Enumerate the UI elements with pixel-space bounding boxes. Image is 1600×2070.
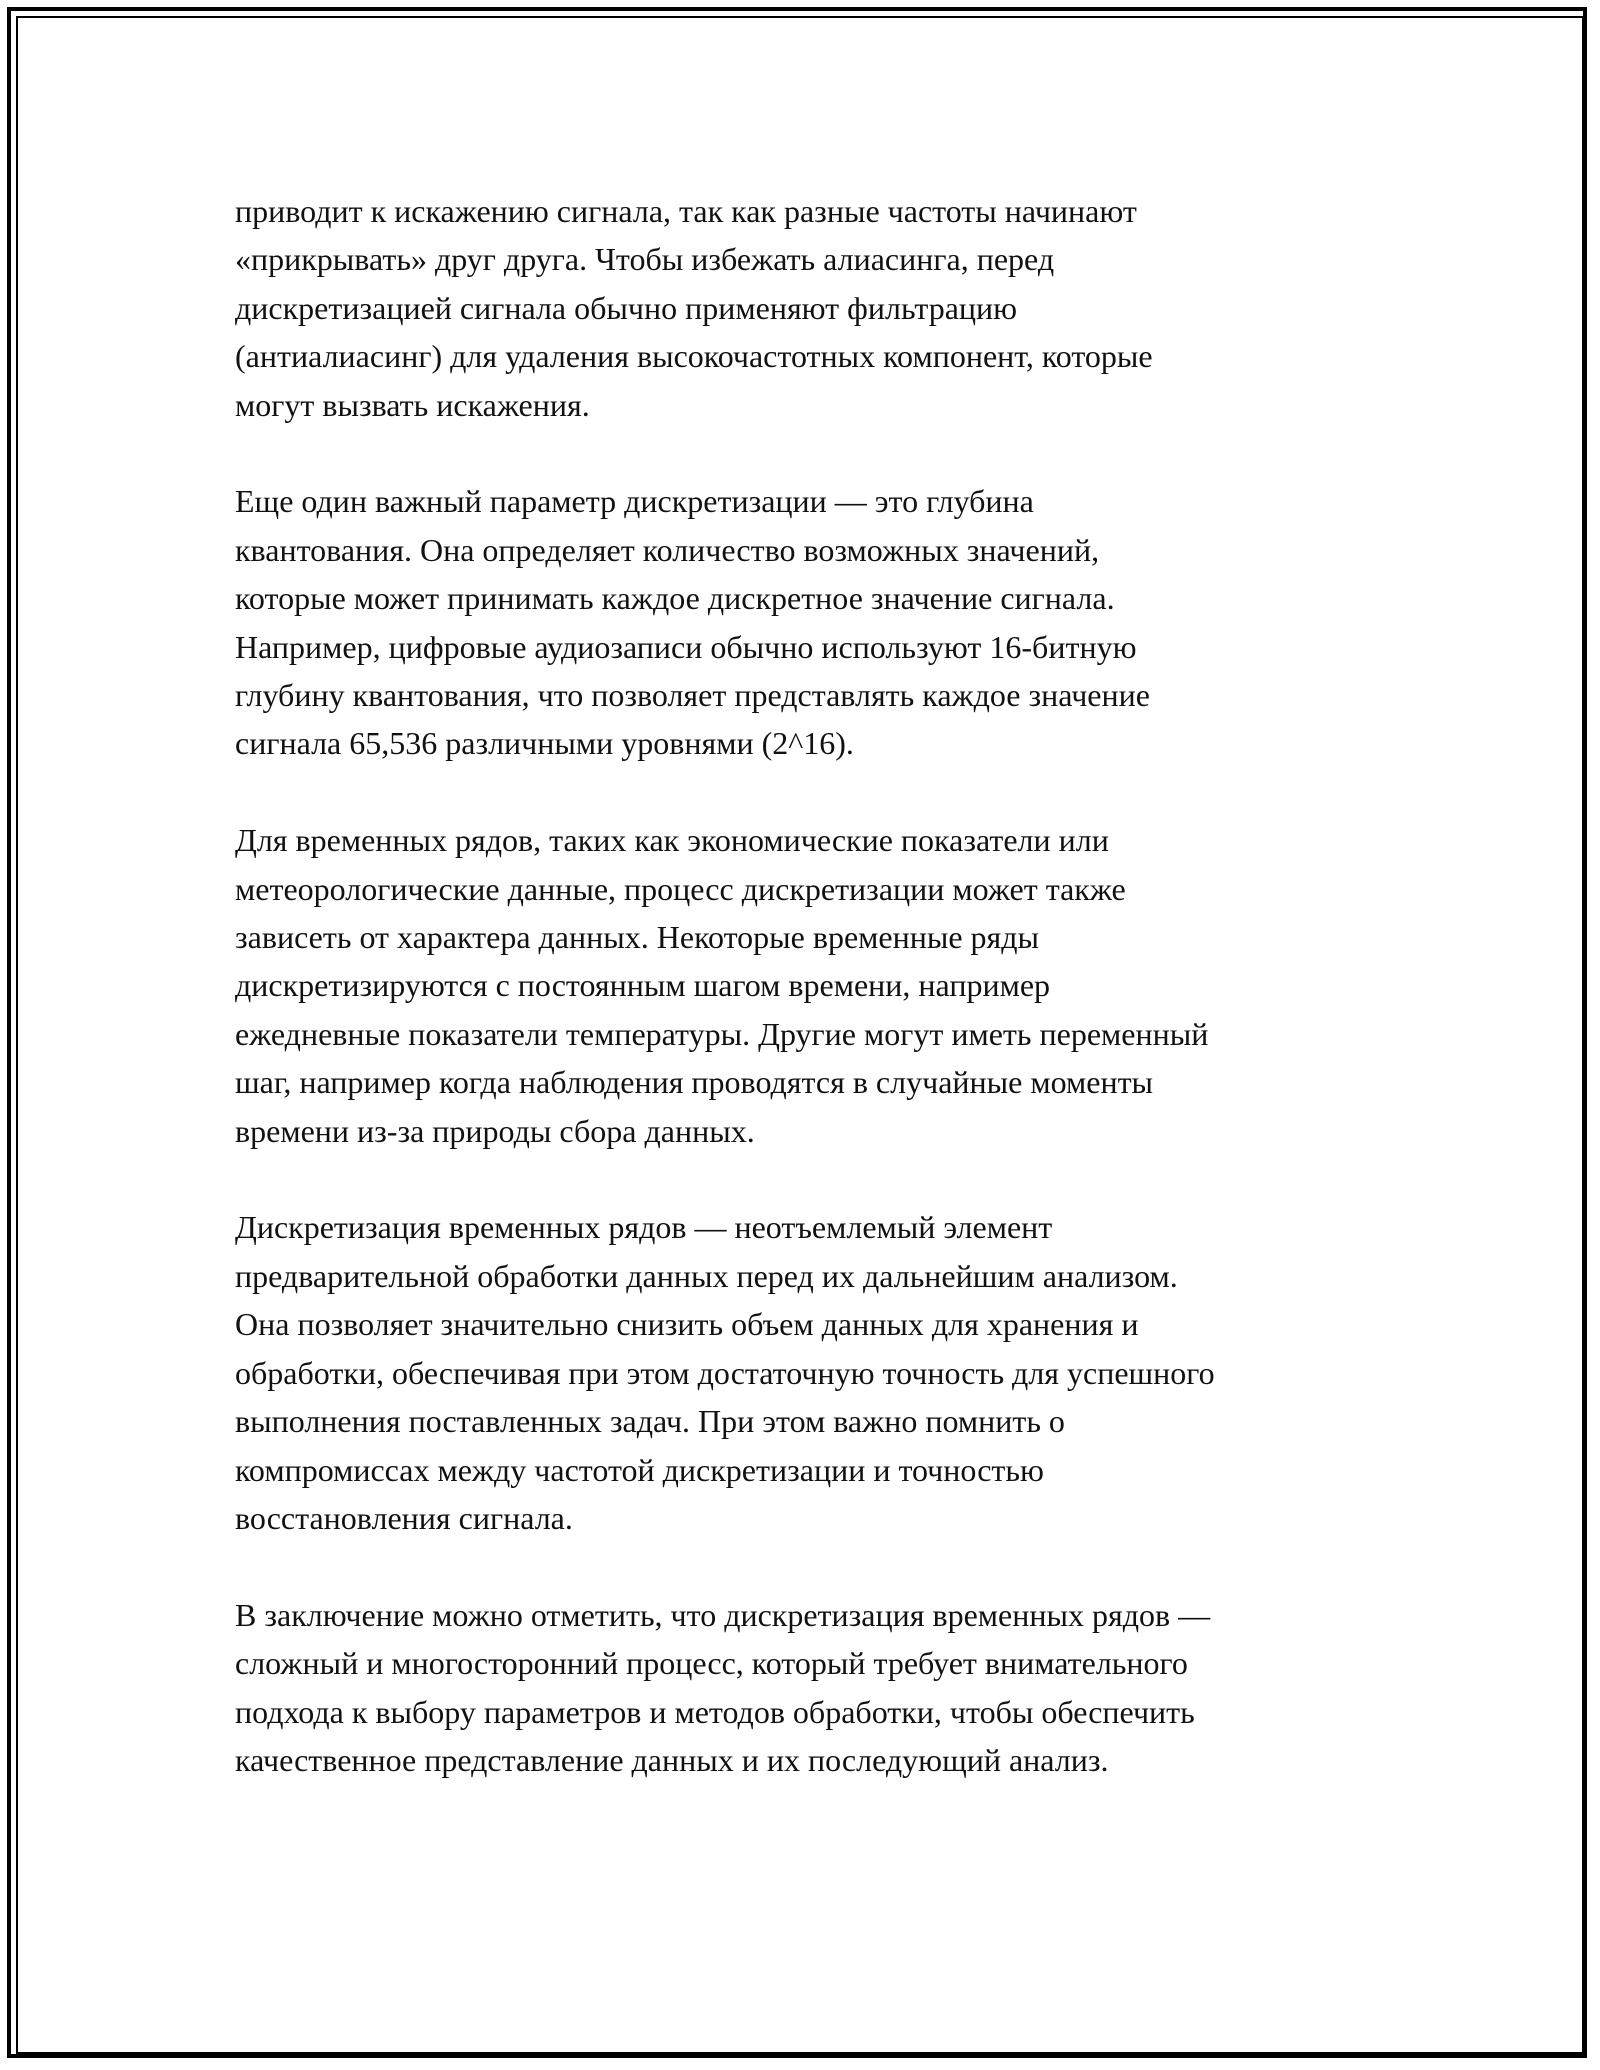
text-line: времени из-за природы сбора данных.	[235, 1112, 755, 1149]
text-line: квантования. Она определяет количество возможных значений,	[235, 531, 1100, 568]
text-line: (антиалиасинг) для удаления высокочастотных компонент, которые	[235, 338, 1153, 375]
text-line: которые может принимать каждое дискретное значение сигнала.	[235, 580, 1115, 617]
text-line: «прикрывать» друг друга. Чтобы избежать алиасинга, перед	[235, 241, 1055, 278]
paragraph-3	[235, 816, 1385, 1155]
text-line: предварительной обработки данных перед их дальнейшим анализом.	[235, 1257, 1178, 1294]
text-line: Еще один важный параметр дискретизации — это глубина	[235, 483, 1034, 520]
text-line: глубину квантования, что позволяет представлять каждое значение	[235, 677, 1150, 714]
paragraph-5	[235, 1591, 1385, 1785]
document-body	[235, 187, 1385, 1833]
text-line: качественное представление данных и их последующий анализ.	[235, 1741, 1109, 1778]
text-line: ежедневные показатели температуры. Другие могут иметь переменный	[235, 1015, 1209, 1052]
text-line: обработки, обеспечивая при этом достаточную точность для успешного	[235, 1354, 1215, 1391]
text-line: зависеть от характера данных. Некоторые временные ряды	[235, 919, 1040, 956]
text-line: метеорологические данные, процесс дискретизации может также	[235, 870, 1126, 907]
text-line: восстановления сигнала.	[235, 1499, 573, 1536]
paragraph-4	[235, 1203, 1385, 1542]
text-line: Для временных рядов, таких как экономические показатели или	[235, 822, 1109, 859]
text-line: дискретизацией сигнала обычно применяют фильтрацию	[235, 289, 1018, 326]
text-line: В заключение можно отметить, что дискретизация временных рядов —	[235, 1596, 1211, 1633]
paragraph-2	[235, 477, 1385, 767]
text-line: выполнения поставленных задач. При этом важно помнить о	[235, 1403, 1065, 1440]
text-line: Она позволяет значительно снизить объем данных для хранения и	[235, 1306, 1139, 1343]
paragraph-1	[235, 187, 1385, 429]
text-line: дискретизируются с постоянным шагом времени, например	[235, 967, 1051, 1004]
text-line: шаг, например когда наблюдения проводятся в случайные моменты	[235, 1064, 1154, 1101]
text-line: приводит к искажению сигнала, так как разные частоты начинают	[235, 193, 1137, 229]
text-line: Например, цифровые аудиозаписи обычно используют 16-битную	[235, 628, 1137, 665]
text-line: сигнала 65,536 различными уровнями (2^16).	[235, 725, 854, 762]
text-line: могут вызвать искажения.	[235, 386, 590, 423]
text-line: Дискретизация временных рядов — неотъемлемый элемент	[235, 1209, 1053, 1246]
text-line: подхода к выбору параметров и методов обработки, чтобы обеспечить	[235, 1693, 1195, 1730]
text-line: компромиссах между частотой дискретизации и точностью	[235, 1451, 1044, 1488]
text-line: сложный и многосторонний процесс, который требует внимательного	[235, 1645, 1188, 1682]
